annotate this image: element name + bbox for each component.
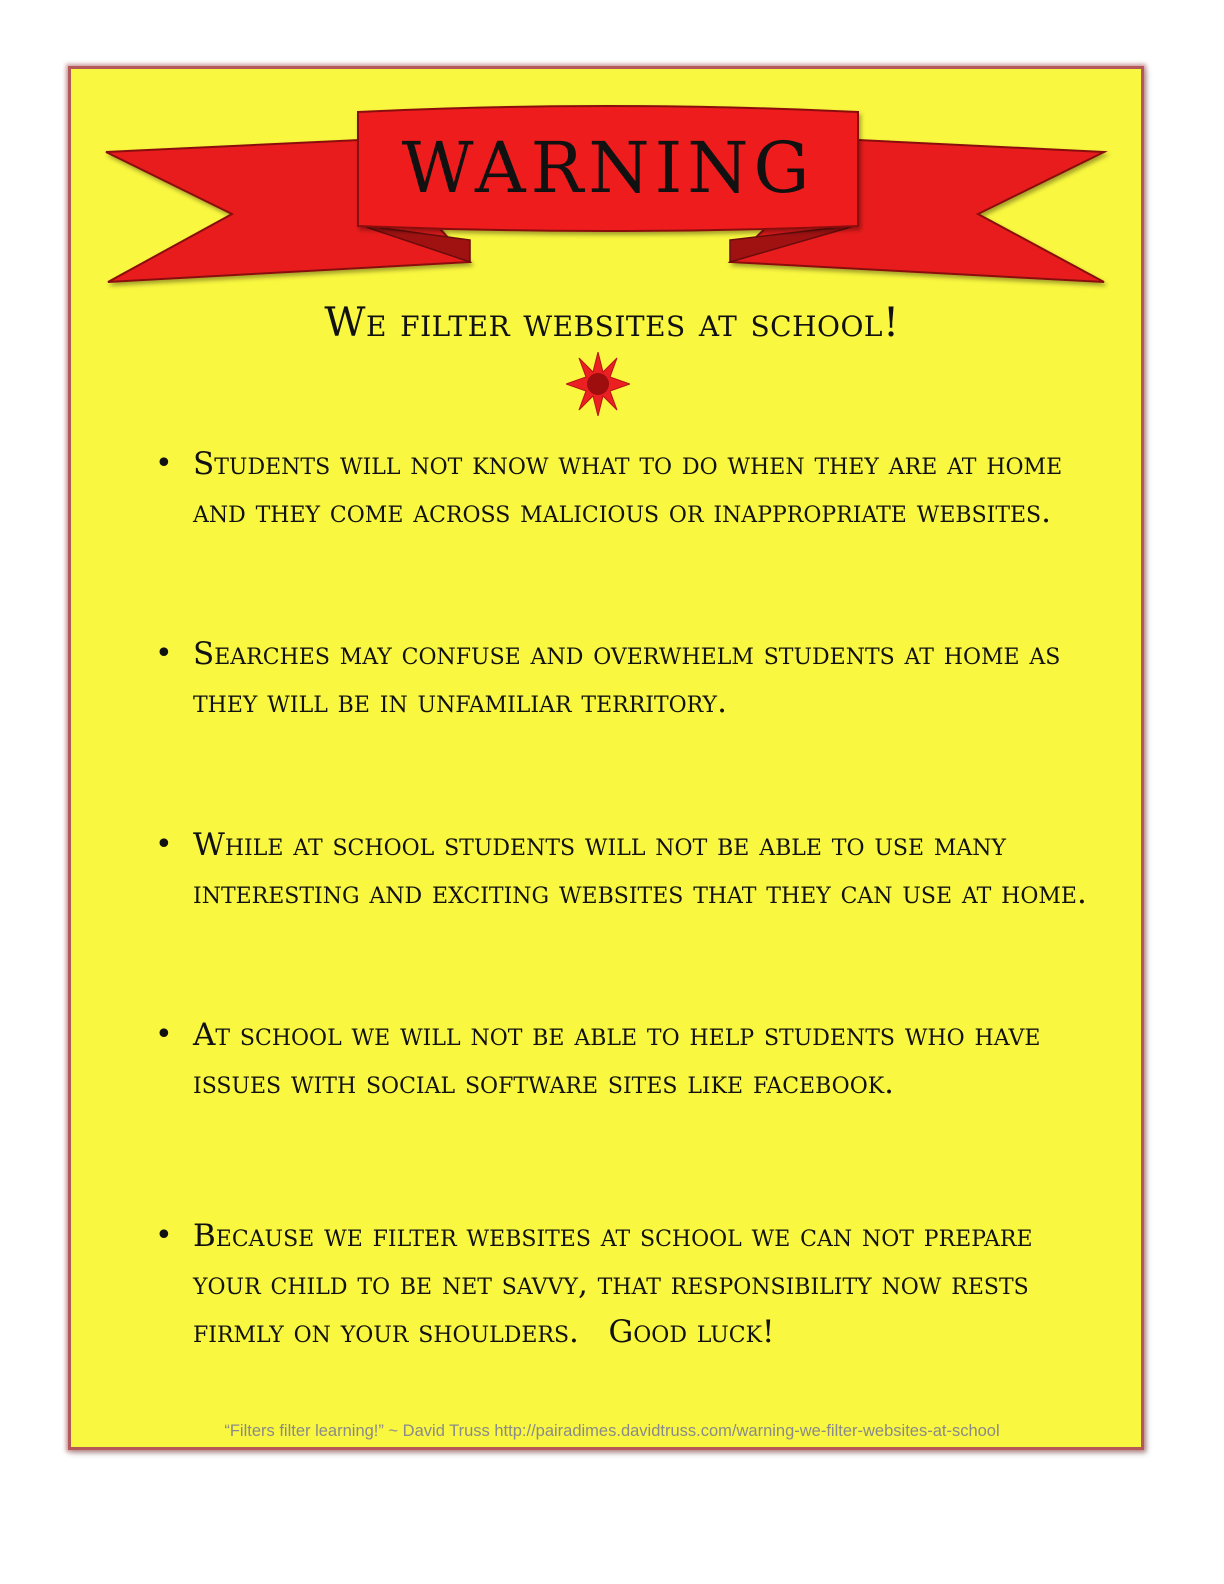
- red-star-icon: [566, 352, 630, 416]
- bullet-dot: •: [155, 446, 173, 481]
- warning-title: WARNING: [401, 127, 815, 209]
- list-item: [155, 440, 1115, 536]
- bullet-text: Because we filter websites at school we can not prepare your child to be net savvy, that responsibility now rests firmly on your shoulders. Good luck!: [193, 1218, 1043, 1350]
- list-item: [155, 630, 1115, 726]
- bullet-dot: •: [155, 827, 173, 862]
- list-item: [155, 1011, 1115, 1107]
- footer-citation: “Filters filter learning!” ~ David Truss http://pairadimes.davidtruss.com/warning-we-filter-websites-at-school: [224, 1422, 1000, 1440]
- list-item: [155, 821, 1115, 917]
- bullet-text: While at school students will not be able to use many interesting and exciting websites that they can use at home.: [193, 827, 1087, 911]
- bullet-dot: •: [155, 636, 173, 671]
- bullet-dot: •: [155, 1218, 173, 1253]
- list-item: [155, 1212, 1115, 1356]
- page-subtitle: We filter websites at school!: [324, 300, 900, 346]
- bullet-text: Searches may confuse and overwhelm students at home as they will be in unfamiliar territory.: [193, 636, 1061, 720]
- bullet-text: At school we will not be able to help students who have issues with social software sites like facebook.: [193, 1017, 1041, 1101]
- bullet-dot: •: [155, 1017, 173, 1052]
- bullet-text: Students will not know what to do when they are at home and they come across malicious or inappropriate websites.: [193, 446, 1063, 530]
